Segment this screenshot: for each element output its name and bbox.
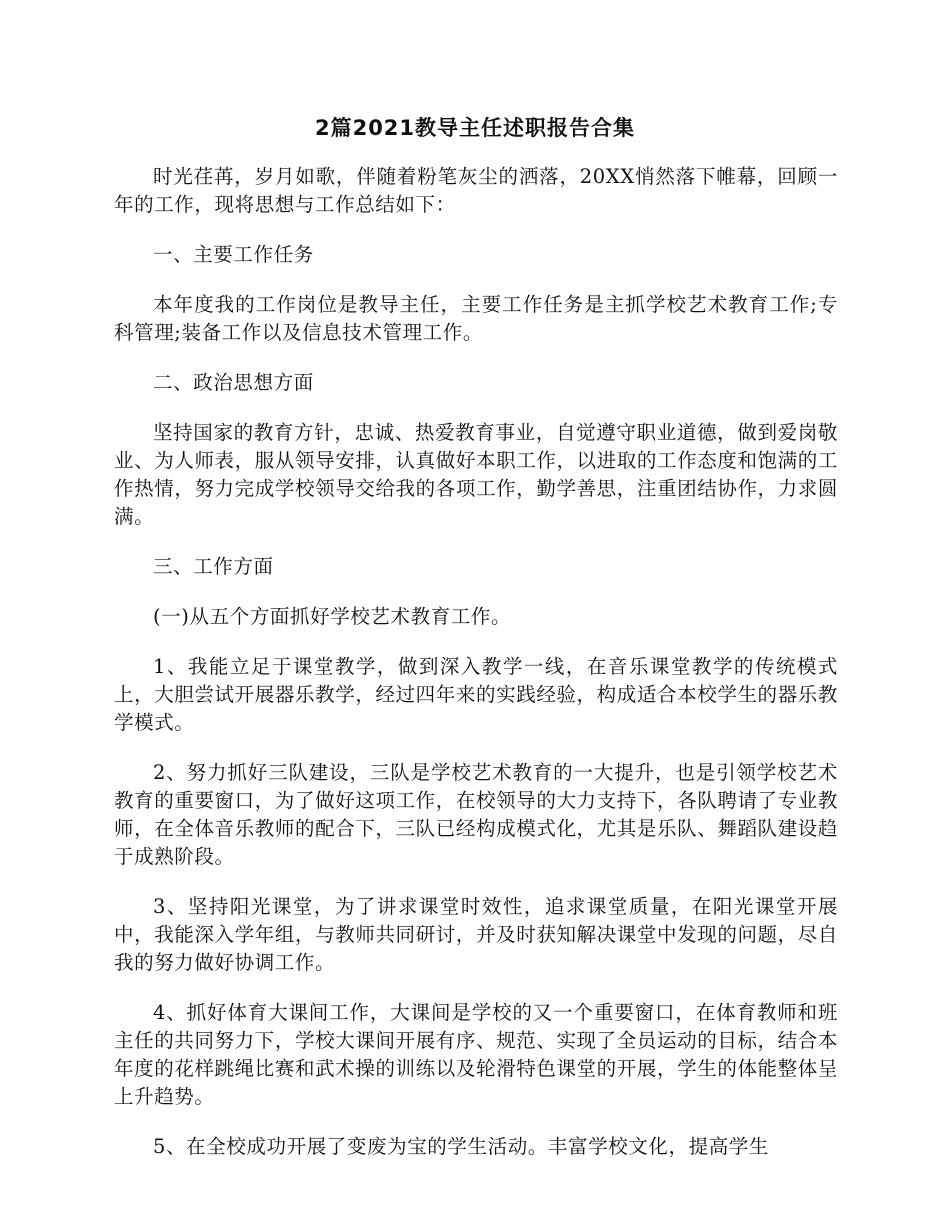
document-body: [114, 163, 838, 1183]
paragraph-political: 坚持国家的教育方针，忠诚、热爱教育事业，自觉遵守职业道德，做到爱岗敬业、为人师表，服从领导安排，认真做好本职工作，以进取的工作态度和饱满的工作热情，努力完成学校领导交给我的各项工作，勤学善思，注重团结协作，力求圆满。: [114, 421, 838, 528]
paragraph-item-5: 5、在全校成功开展了变废为宝的学生活动。丰富学校文化，提高学生: [153, 1135, 770, 1158]
paragraph-item-3: 3、坚持阳光课堂，为了讲求课堂时效性，追求课堂质量，在阳光课堂开展中，我能深入学年组，与教师共同研讨，并及时获知解决课堂中发现的问题，尽自我的努力做好协调工作。: [114, 895, 838, 974]
section-heading-political: 二、政治思想方面: [153, 371, 314, 394]
document-title: 2篇2021教导主任述职报告合集: [314, 116, 636, 140]
paragraph-item-1: 1、我能立足于课堂教学，做到深入教学一线，在音乐课堂教学的传统模式上，大胆尝试开展器乐教学，经过四年来的实践经验，构成适合本校学生的器乐教学模式。: [114, 655, 838, 734]
section-heading-main-tasks: 一、主要工作任务: [153, 243, 314, 266]
paragraph-main-tasks: 本年度我的工作岗位是教导主任，主要工作任务是主抓学校艺术教育工作;专科管理;装备工作以及信息技术管理工作。: [114, 293, 838, 344]
paragraph-intro: 时光荏苒，岁月如歌，伴随着粉笔灰尘的洒落，20XX悄然落下帷幕，回顾一年的工作，现将思想与工作总结如下：: [114, 165, 838, 216]
paragraph-item-2: 2、努力抓好三队建设，三队是学校艺术教育的一大提升，也是引领学校艺术教育的重要窗口，为了做好这项工作，在校领导的大力支持下，各队聘请了专业教师，在全体音乐教师的配合下，三队已经构成模式化，尤其是乐队、舞蹈队建设趋于成熟阶段。: [114, 761, 838, 868]
section-heading-work: 三、工作方面: [153, 555, 274, 578]
subsection-heading-arts: (一)从五个方面抓好学校艺术教育工作。: [153, 605, 512, 628]
paragraph-item-4: 4、抓好体育大课间工作，大课间是学校的又一个重要窗口，在体育教师和班主任的共同努力下，学校大课间开展有序、规范、实现了全员运动的目标，结合本年度的花样跳绳比赛和武术操的训练以及轮滑特色课堂的开展，学生的体能整体呈上升趋势。: [114, 1001, 838, 1108]
